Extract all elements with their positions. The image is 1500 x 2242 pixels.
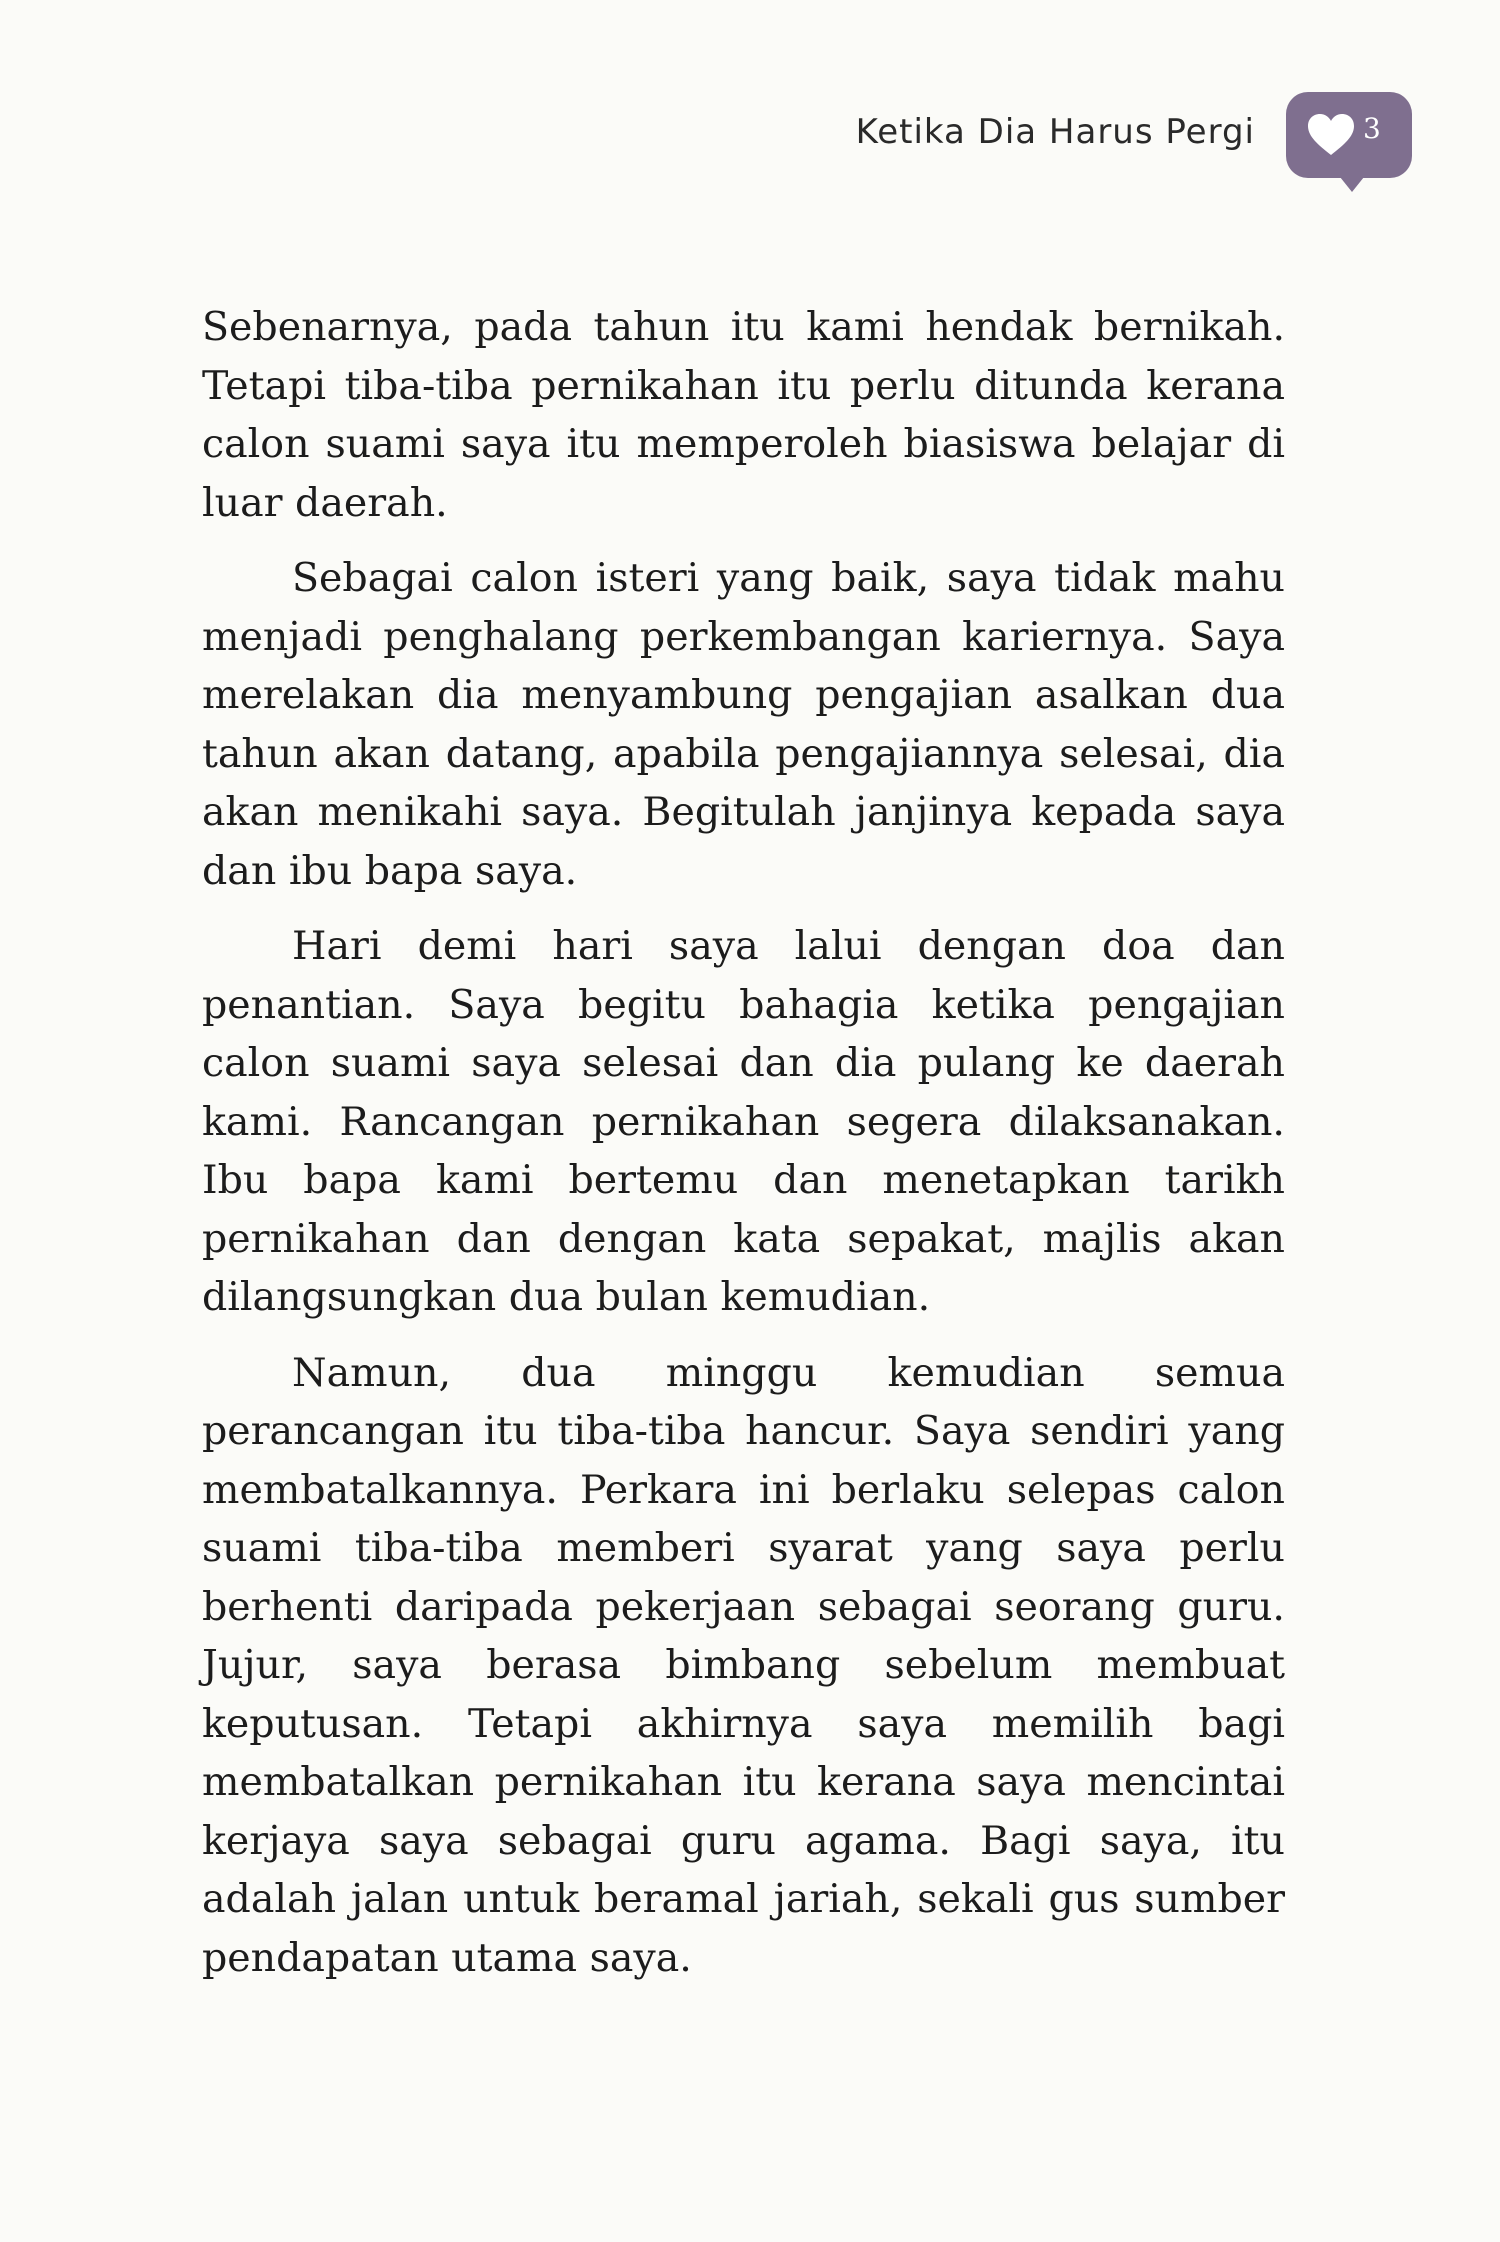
- running-header-title: Ketika Dia Harus Pergi: [855, 112, 1255, 152]
- paragraph: Sebenarnya, pada tahun itu kami hendak bernikah. Tetapi tiba-tiba pernikahan itu perlu ditunda kerana calon suami saya itu memperoleh biasiswa belajar di luar daerah.: [202, 304, 1285, 526]
- paragraph: Hari demi hari saya lalui dengan doa dan penantian. Saya begitu bahagia ketika pengajian calon suami saya selesai dan dia pulang ke daerah kami. Rancangan pernikahan segera dilaksanakan. Ibu bapa kami bertemu dan menetapkan tarikh pernikahan dan dengan kata sepakat, majlis akan dilangsungkan dua bulan kemudian.: [202, 923, 1285, 1320]
- page-number: 3: [1363, 112, 1381, 145]
- badge-tail: [1336, 172, 1368, 192]
- page-number-badge: [1286, 92, 1412, 178]
- body-text: [202, 298, 1285, 2004]
- heart-icon: [1307, 114, 1355, 156]
- paragraph: Namun, dua minggu kemudian semua perancangan itu tiba-tiba hancur. Saya sendiri yang membatalkannya. Perkara ini berlaku selepas calon suami tiba-tiba memberi syarat yang saya perlu berhenti daripada pekerjaan sebagai seorang guru. Jujur, saya berasa bimbang sebelum membuat keputusan. Tetapi akhirnya saya memilih bagi membatalkan pernikahan itu kerana saya mencintai kerjaya saya sebagai guru agama. Bagi saya, itu adalah jalan untuk beramal jariah, sekali gus sumber pendapatan utama saya.: [202, 1349, 1285, 1981]
- paragraph: Sebagai calon isteri yang baik, saya tidak mahu menjadi penghalang perkembangan kariernya. Saya merelakan dia menyambung pengajian asalkan dua tahun akan datang, apabila pengajiannya selesai, dia akan menikahi saya. Begitulah janjinya kepada saya dan ibu bapa saya.: [202, 555, 1285, 894]
